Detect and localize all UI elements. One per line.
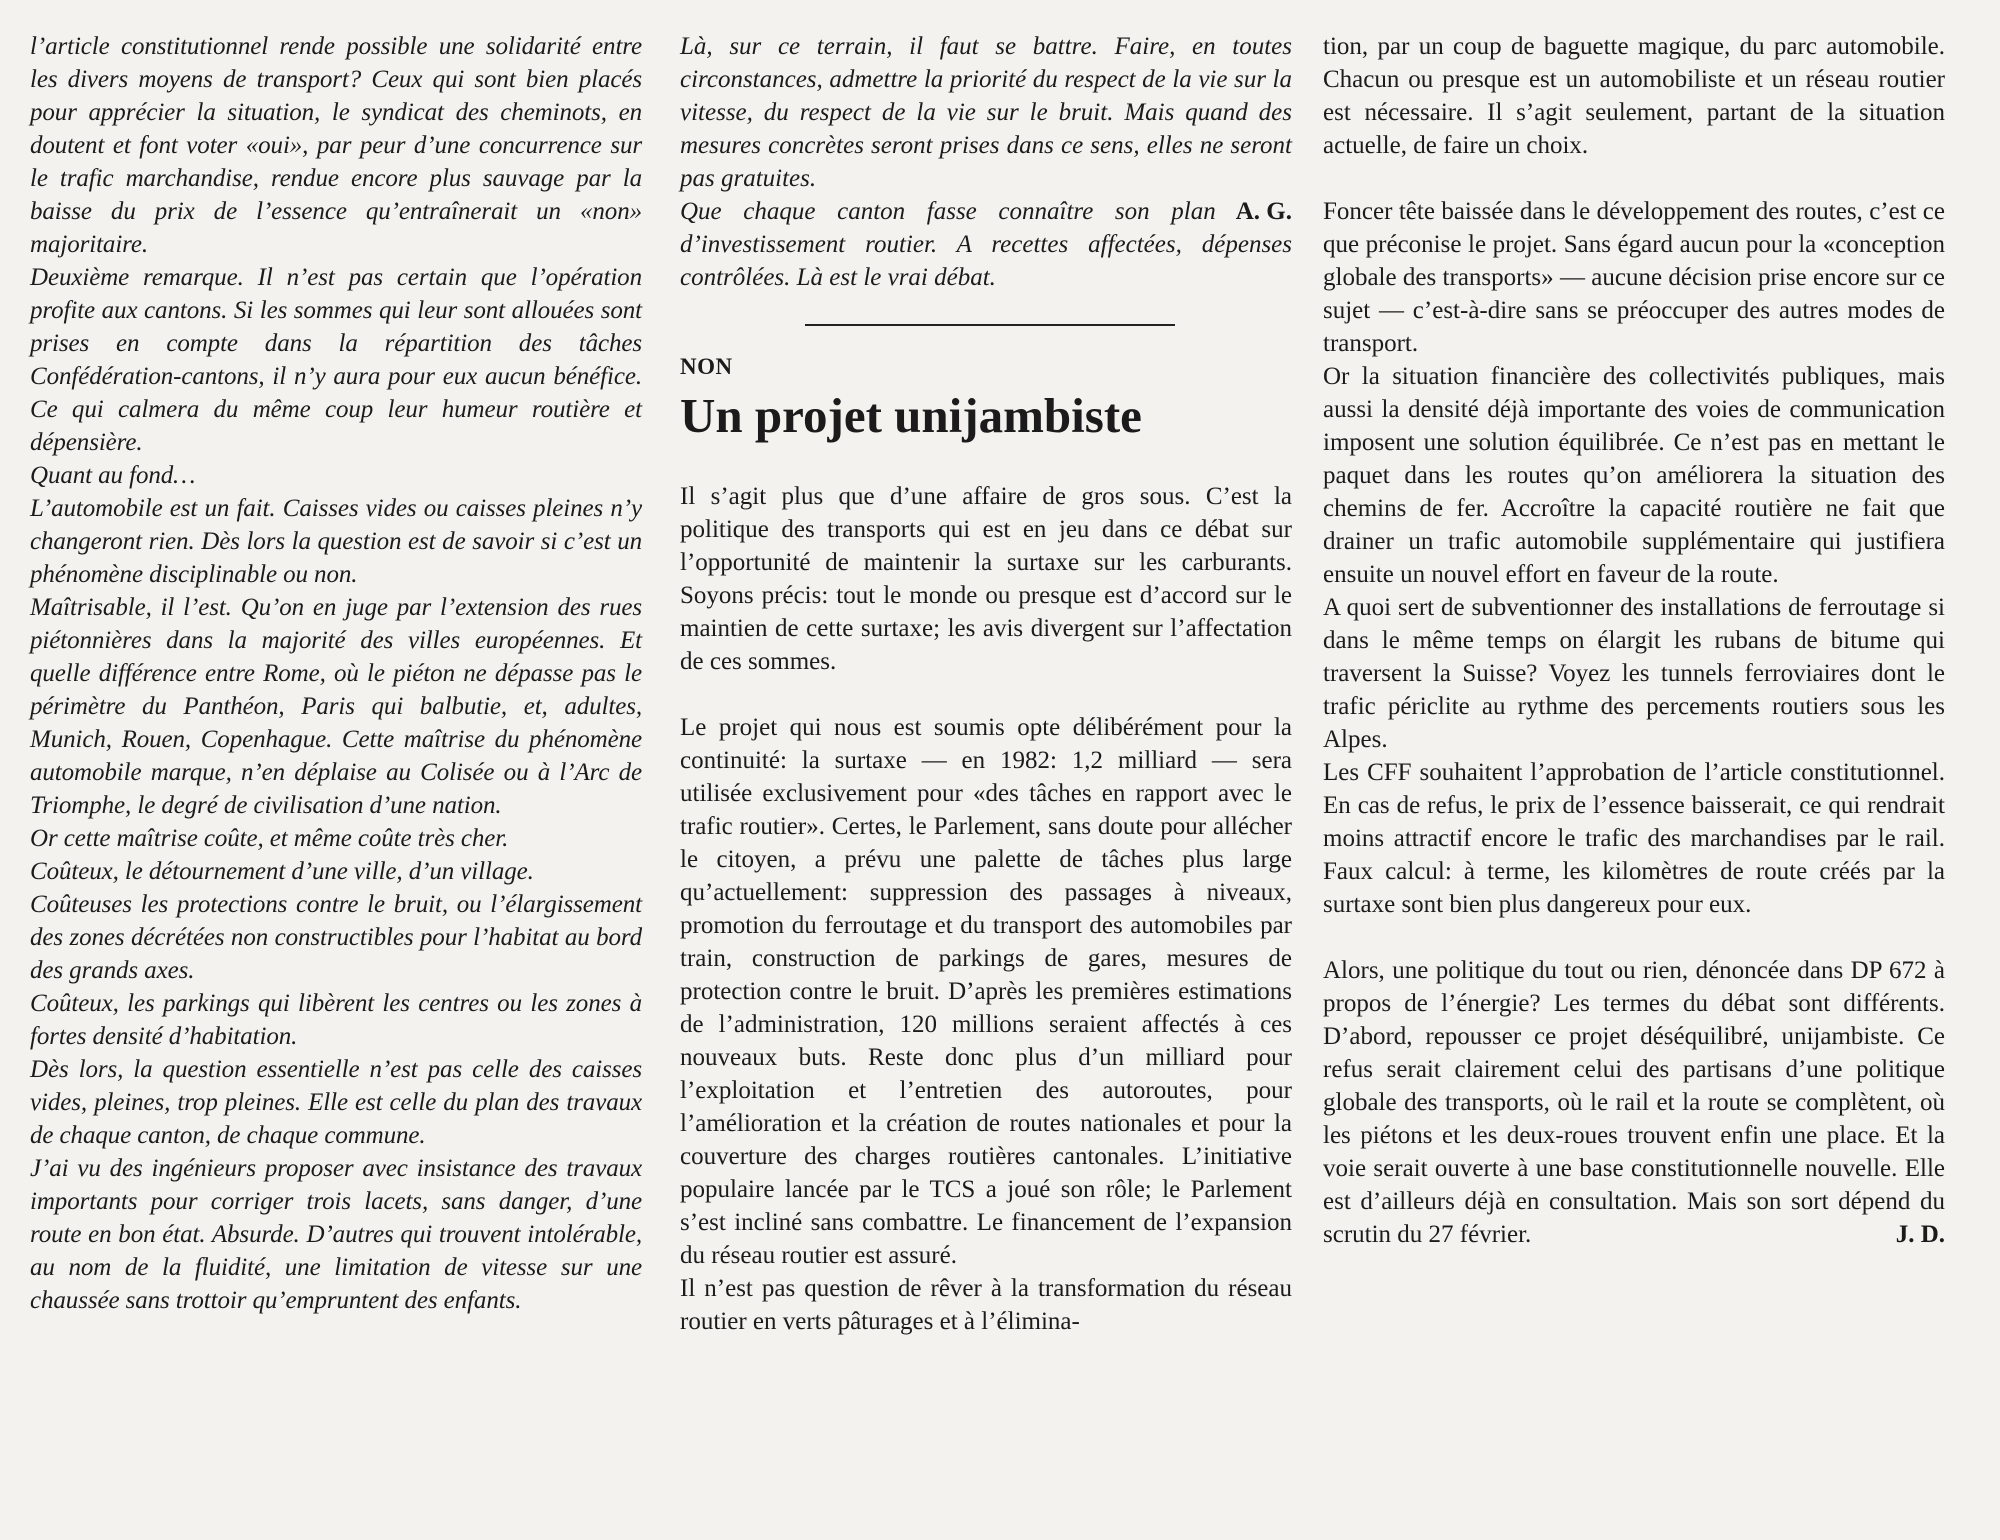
paragraph: Il n’est pas question de rêver à la transformation du réseau routier en verts pâturages et à l’élimina- (680, 1275, 1292, 1335)
paragraph: Or la situation financière des collectivités publiques, mais aussi la densité déjà importante des voies de communication imposent une solution équilibrée. Ce n’est pas en mettant le paquet dans les routes qu’on améliorera la situation des chemins de fer. Accroître la capacité routière ne fait que drainer un trafic automobile supplémentaire qui justifiera ensuite un nouvel effort en faveur de la route. (1323, 363, 1945, 588)
paragraph-text: Alors, une politique du tout ou rien, dénoncée dans DP 672 à propos de l’énergie? Les termes du débat sont différents. D’abord, repousser ce projet déséquilibré, unijambiste. Ce refus serait clairement celui des partisans d’une politique globale des transports, où le rail et la route se complètent, où les piétons et les deux-roues trouvent enfin une place. Et la voie serait ouverte à une base constitutionnelle nouvelle. Elle est d’ailleurs déjà en consultation. Mais son sort dépend du scrutin du 27 février. (1323, 957, 1945, 1248)
paragraph: A quoi sert de subventionner des installations de ferroutage si dans le même temps on élargit les rubans de bitume qui traversent la Suisse? Voyez les tunnels ferroviaires dont le trafic périclite au rythme des percements routiers sous les Alpes. (1323, 594, 1945, 753)
paragraph: Foncer tête baissée dans le développement des routes, c’est ce que préconise le projet. Sans égard aucun pour la «conception globale des transports» — aucune décision prise encore sur ce sujet — c’est-à-dire sans se préoccuper des autres modes de transport. (1323, 198, 1945, 357)
paragraph-signed (680, 195, 1292, 294)
paragraph: Dès lors, la question essentielle n’est pas celle des caisses vides, pleines, trop pleines. Elle est celle du plan des travaux de chaque canton, de chaque commune. (30, 1056, 642, 1149)
paragraph: Or cette maîtrise coûte, et même coûte très cher. (30, 825, 509, 852)
paragraph: Là, sur ce terrain, il faut se battre. Faire, en toutes circonstances, admettre la priorité du respect de la vie sur la vitesse, du respect de la vie sur le bruit. Mais quand des mesures concrètes seront prises dans ce sens, elles ne seront pas gratuites. (680, 33, 1292, 192)
paragraph: Le projet qui nous est soumis opte délibérément pour la continuité: la surtaxe — en 1982: 1,2 milliard — sera utilisée exclusivement pour «des tâches en rapport avec le trafic routier». Certes, le Parlement, sans doute pour allécher le citoyen, a prévu une palette de tâches plus large qu’actuellement: suppression des passages à niveaux, promotion du ferroutage et du transport des automobiles par train, construction de parkings de gares, mesures de protection contre le bruit. D’après les premières estimations de l’administration, 120 millions seraient affectés à ces nouveaux buts. Reste donc plus d’un milliard pour l’exploitation et l’entretien des autoroutes, pour l’amélioration et la création de routes nationales et pour la couverture des charges routières cantonales. L’initiative populaire lancée par le TCS a joué son rôle; le Parlement s’est incliné sans combattre. Le financement de l’expansion du réseau routier est assuré. (680, 714, 1292, 1269)
paragraph: L’automobile est un fait. Caisses vides ou caisses pleines n’y changeront rien. Dès lors la question est de savoir si c’est un phénomène disciplinable ou non. (30, 495, 642, 588)
paragraph: Il s’agit plus que d’une affaire de gros sous. C’est la politique des transports qui est en jeu dans ce débat sur l’opportunité de maintenir la surtaxe sur les carburants. Soyons précis: tout le monde ou presque est d’accord sur le maintien de cette surtaxe; les avis divergent sur l’affectation de ces sommes. (680, 483, 1292, 675)
paragraph: Maîtrisable, il l’est. Qu’on en juge par l’extension des rues piétonnières dans la majorité des villes européennes. Et quelle différence entre Rome, où le piéton ne dépasse pas le périmètre du Panthéon, Paris qui balbutie, et, adultes, Munich, Rouen, Copenhague. Cette maîtrise du phénomène automobile marque, n’en déplaise au Colisée ou à l’Arc de Triomphe, le degré de civilisation d’une nation. (30, 594, 642, 819)
paragraph: Coûteuses les protections contre le bruit, ou l’élargissement des zones décrétées non constructibles pour l’habitat au bord des grands axes. (30, 891, 642, 984)
author-signature: J. D. (1895, 1221, 1945, 1248)
paragraph-text: Que chaque canton fasse connaître son plan d’investissement routier. A recettes affectées, dépenses contrôlées. Là est le vrai débat. (680, 198, 1292, 291)
article-kicker: NON (680, 354, 733, 379)
paragraph: Deuxième remarque. Il n’est pas certain que l’opération profite aux cantons. Si les sommes qui leur sont allouées sont prises en compte dans la répartition des tâches Confédération-cantons, il n’y aura pour eux aucun bénéfice. Ce qui calmera du même coup leur humeur routière et dépensière. (30, 264, 642, 456)
paragraph: Coûteux, le détournement d’une ville, d’un village. (30, 858, 534, 885)
column-right (1323, 30, 1945, 1251)
paragraph: Quant au fond… (30, 462, 196, 489)
paragraph: Les CFF souhaitent l’approbation de l’article constitutionnel. En cas de refus, le prix de l’essence baisserait, ce qui rendrait moins attractif encore le trafic des marchandises par le rail. Faux calcul: à terme, les kilomètres de route créés par la surtaxe sont bien plus dangereux pour eux. (1323, 759, 1945, 918)
paragraph: tion, par un coup de baguette magique, du parc automobile. Chacun ou presque est un automobiliste et un réseau routier est nécessaire. Il s’agit seulement, partant de la situation actuelle, de faire un choix. (1323, 33, 1945, 159)
paragraph: Coûteux, les parkings qui libèrent les centres ou les zones à fortes densité d’habitation. (30, 990, 642, 1050)
column-middle (680, 30, 1292, 1338)
article-headline: Un projet unijambiste (680, 388, 1142, 443)
author-signature: A. G. (1235, 198, 1292, 225)
column-left (30, 30, 642, 1317)
paragraph: l’article constitutionnel rende possible une solidarité entre les divers moyens de transport? Ceux qui sont bien placés pour apprécier la situation, le syndicat des cheminots, en doutent et font voter «oui», par peur d’une concurrence sur le trafic marchandise, rendue encore plus sauvage par la baisse du prix de l’essence qu’entraînerait un «non» majoritaire. (30, 33, 642, 258)
section-divider (805, 324, 1175, 326)
paragraph-signed (1323, 954, 1945, 1251)
paragraph: J’ai vu des ingénieurs proposer avec insistance des travaux importants pour corriger trois lacets, sans danger, d’une route en bon état. Absurde. D’autres qui trouvent intolérable, au nom de la fluidité, une limitation de vitesse sur une chaussée sans trottoir qu’empruntent des enfants. (30, 1155, 642, 1314)
